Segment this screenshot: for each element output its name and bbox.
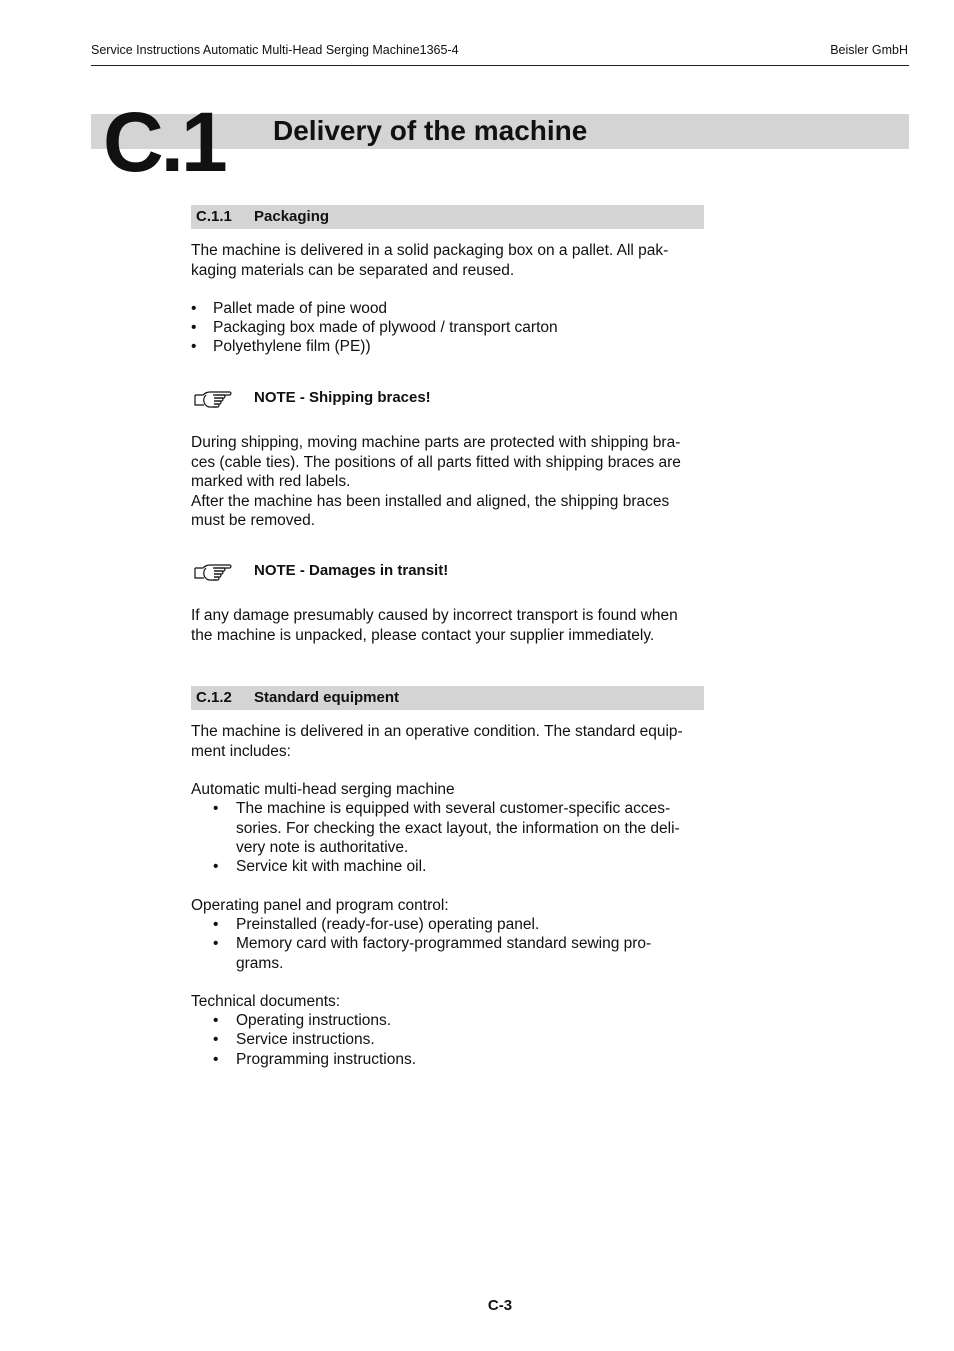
text-line: very note is authoritative. [236, 839, 409, 856]
list-item [213, 1050, 704, 1070]
bullet-icon: • [213, 1031, 219, 1048]
section-title: Packaging [254, 208, 330, 225]
list-item-text: Service instructions. [236, 1031, 375, 1048]
bullet-icon: • [213, 1012, 219, 1029]
text-line: The machine is delivered in an operative condition. The standard equip- [191, 723, 683, 740]
list-item-text [236, 934, 651, 973]
packaging-intro-paragraph [191, 241, 704, 280]
list-item [213, 915, 704, 935]
list-item [213, 799, 704, 858]
text-line: After the machine has been installed and aligned, the shipping braces [191, 492, 670, 510]
bullet-icon: • [213, 916, 219, 933]
list-item-text: Packaging box made of plywood / transport carton [213, 319, 558, 336]
bullet-icon: • [191, 338, 197, 355]
note-shipping-braces-title: NOTE - Shipping braces! [254, 389, 431, 406]
bullet-icon: • [213, 858, 219, 875]
text-line: ment includes: [191, 742, 291, 760]
text-line: During shipping, moving machine parts are protected with shipping bra- [191, 434, 681, 451]
list-item-text: Polyethylene film (PE)) [213, 338, 371, 355]
bullet-icon: • [191, 319, 197, 336]
bullet-icon: • [191, 300, 197, 317]
running-header-title: Service Instructions Automatic Multi-Head Serging Machine1365-4 [91, 43, 459, 57]
text-line: The machine is equipped with several customer-specific acces- [236, 800, 671, 817]
running-header-company: Beisler GmbH [830, 43, 908, 57]
chapter-number: C.1 [103, 95, 225, 189]
list-item [213, 934, 704, 973]
text-line: kaging materials can be separated and reused. [191, 261, 515, 279]
group-title: Operating panel and program control: [191, 897, 449, 914]
page-number: C-3 [487, 1297, 513, 1314]
list-item [191, 299, 704, 319]
section-heading-packaging [191, 205, 704, 229]
text-line: marked with red labels. [191, 473, 351, 490]
shipping-braces-paragraph [191, 433, 704, 531]
bullet-icon: • [213, 800, 219, 817]
list-item-text: Pallet made of pine wood [213, 300, 388, 317]
text-line: must be removed. [191, 512, 316, 529]
list-item [191, 337, 704, 357]
text-line: Memory card with factory-programmed standard sewing pro- [236, 935, 652, 952]
damages-paragraph [191, 606, 704, 645]
section-number: C.1.1 [196, 208, 232, 225]
list-item-text: Service kit with machine oil. [236, 858, 427, 875]
text-line: ces (cable ties). The positions of all parts fitted with shipping braces are [191, 453, 681, 471]
group-title: Technical documents: [191, 993, 341, 1010]
list-item-text: Operating instructions. [236, 1012, 392, 1029]
text-line: the machine is unpacked, please contact your supplier immediately. [191, 626, 655, 644]
bullet-icon: • [213, 1051, 219, 1068]
text-line: grams. [236, 954, 284, 972]
bullet-icon: • [213, 935, 219, 952]
text-line: The machine is delivered in a solid packaging box on a pallet. All pak- [191, 242, 669, 259]
group-title: Automatic multi-head serging machine [191, 781, 455, 798]
pointing-hand-icon [193, 389, 233, 411]
header-divider [91, 65, 909, 66]
list-item [213, 857, 704, 877]
chapter-title: Delivery of the machine [273, 115, 588, 146]
section-title: Standard equipment [254, 689, 400, 706]
text-line: sories. For checking the exact layout, the information on the deli- [236, 819, 680, 837]
text-line: If any damage presumably caused by incorrect transport is found when [191, 607, 678, 624]
section-number: C.1.2 [196, 689, 232, 706]
list-item-text [236, 799, 680, 858]
pointing-hand-icon [193, 562, 233, 584]
list-item [213, 1011, 704, 1031]
note-damages-title: NOTE - Damages in transit! [254, 562, 449, 579]
section-heading-standard-equipment [191, 686, 704, 710]
list-item [191, 318, 704, 338]
standard-equipment-intro [191, 722, 704, 761]
list-item [213, 1030, 704, 1050]
list-item-text: Preinstalled (ready-for-use) operating panel. [236, 916, 540, 933]
list-item-text: Programming instructions. [236, 1051, 417, 1068]
